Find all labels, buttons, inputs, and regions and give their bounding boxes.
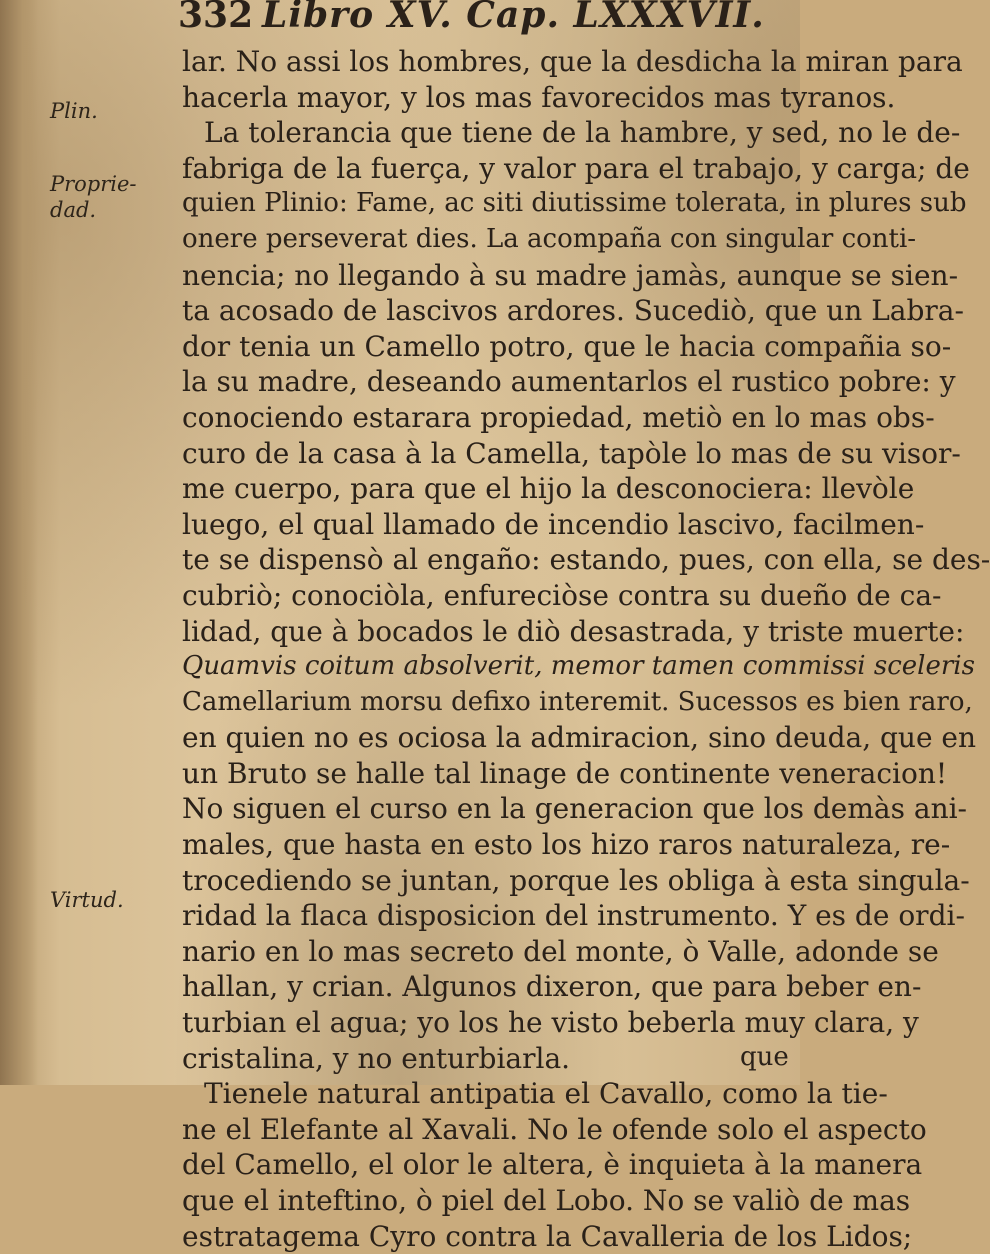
page-number: 332	[178, 0, 254, 36]
text-line: Quamvis coitum absolverit, memor tamen commissi sceleris	[182, 651, 975, 682]
page-header	[178, 0, 788, 44]
text-line: estratagema Cyro contra la Cavalleria de los Lidos;	[182, 1219, 913, 1253]
text-line: ridad la flaca disposicion del instrumento. Y es de ordi-	[182, 899, 965, 933]
text-line: nencia; no llegando à su madre jamàs, aunque se sien-	[182, 258, 959, 292]
text-line: Tienele natural antipatia el Cavallo, como la tie-	[204, 1077, 888, 1111]
text-line: que el inteftino, ò piel del Lobo. No se valiò de mas	[182, 1184, 911, 1217]
text-line: males, que hasta en esto los hizo raros naturaleza, re-	[182, 828, 951, 862]
margin-note-virtud: Virtud.	[50, 888, 124, 912]
text-line: del Camello, el olor le altera, è inquieta à la manera	[182, 1148, 923, 1182]
text-line: la su madre, deseando aumentarlos el rustico pobre: y	[182, 365, 956, 399]
text-line: ne el Elefante al Xavali. No le ofende solo el aspecto	[182, 1112, 927, 1146]
catchword: que	[740, 1042, 789, 1072]
text-line: No siguen el curso en la generacion que los demàs ani-	[182, 792, 968, 826]
text-line: cristalina, y no enturbiarla.	[182, 1041, 571, 1075]
text-line: lar. No assi los hombres, que la desdicha la miran para	[182, 45, 963, 78]
text-line: ta acosado de lascivos ardores. Sucediò, que un Labra-	[182, 294, 964, 328]
margin-note-dad: dad.	[50, 198, 97, 222]
text-line: te se dispensò al engaño: estando, pues, con ella, se des-	[182, 543, 990, 577]
text-line: un Bruto se halle tal linage de continente veneracion!	[182, 756, 948, 790]
text-line: curo de la casa à la Camella, tapòle lo mas de su visor-	[182, 436, 961, 470]
page-gutter	[0, 0, 38, 1085]
text-line: trocediendo se juntan, porque les obliga à esta singula-	[182, 863, 970, 897]
text-line: onere perseverat dies. La acompaña con singular conti-	[182, 223, 917, 254]
margin-note-proprie: Proprie-	[50, 172, 137, 196]
body-text	[182, 44, 990, 1254]
text-line: Camellarium morsu defixo interemit. Sucessos es bien raro,	[182, 686, 973, 717]
text-line: hacerla mayor, y los mas favorecidos mas tyranos.	[182, 80, 896, 114]
text-line: quien Plinio: Fame, ac siti diutissime tolerata, in plures sub	[182, 188, 967, 219]
margin-note-plin: Plin.	[50, 99, 98, 123]
text-line: dor tenia un Camello potro, que le hacia compañia so-	[182, 329, 952, 363]
running-head: Libro XV. Cap. LXXXVII.	[262, 0, 765, 36]
text-line: La tolerancia que tiene de la hambre, y sed, no le de-	[204, 116, 961, 150]
text-line: conociendo estarara propiedad, metiò en lo mas obs-	[182, 400, 935, 434]
text-line: hallan, y crian. Algunos dixeron, que para beber en-	[182, 970, 922, 1004]
text-line: cubriò; conociòla, enfureciòse contra su dueño de ca-	[182, 578, 942, 612]
text-line: nario en lo mas secreto del monte, ò Valle, adonde se	[182, 934, 939, 968]
text-line: en quien no es ociosa la admiracion, sino deuda, que en	[182, 721, 977, 755]
text-line: luego, el qual llamado de incendio lascivo, facilmen-	[182, 507, 925, 541]
text-line: me cuerpo, para que el hijo la desconociera: llevòle	[182, 472, 915, 506]
text-line: fabriga de la fuerça, y valor para el trabajo, y carga; de	[182, 151, 970, 185]
text-line: turbian el agua; yo los he visto beberla muy clara, y	[182, 1006, 919, 1040]
text-line: lidad, que à bocados le diò desastrada, y triste muerte:	[182, 614, 965, 648]
